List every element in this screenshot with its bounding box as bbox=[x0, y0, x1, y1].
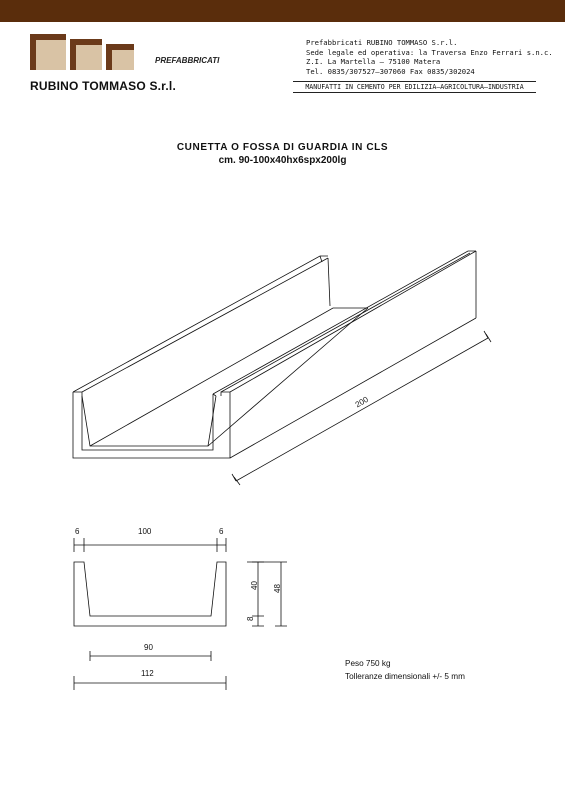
company-name: RUBINO TOMMASO S.r.l. bbox=[30, 79, 176, 93]
info-line-city: Z.I. La Martella — 75100 Matera bbox=[306, 57, 441, 67]
brand-tag: PREFABBRICATI bbox=[155, 56, 220, 65]
product-title: CUNETTA O FOSSA DI GUARDIA IN CLS bbox=[176, 142, 389, 153]
product-dimensions: cm. 90-100x40hx6spx200lg bbox=[218, 155, 347, 166]
wall-right-label: 6 bbox=[219, 527, 224, 536]
info-line-name: Prefabbricati RUBINO TOMMASO S.r.l. bbox=[306, 38, 458, 47]
info-line-phone: Tel. 0835/307527—307060 Fax 0835/302024 bbox=[306, 66, 475, 76]
tolerance-note: Tolleranze dimensionali +/- 5 mm bbox=[345, 672, 465, 681]
info-line-address: Sede legale ed operativa: la Traversa Enzo Ferrari s.n.c. bbox=[306, 47, 553, 57]
length-label: 200 bbox=[353, 394, 370, 410]
section-view bbox=[74, 538, 287, 690]
company-tagline: MANUFATTI IN CEMENTO PER EDILIZIA—AGRICOLTURA—INDUSTRIA bbox=[293, 81, 536, 93]
top-width-label: 100 bbox=[138, 527, 152, 536]
product-notes bbox=[345, 657, 465, 683]
bottom-inner-label: 90 bbox=[144, 643, 153, 652]
wall-left-label: 6 bbox=[75, 527, 80, 536]
weight-note: Peso 750 kg bbox=[345, 659, 391, 668]
isometric-view bbox=[73, 251, 476, 458]
base-thickness-label: 8 bbox=[246, 616, 255, 621]
total-width-label: 112 bbox=[141, 669, 154, 678]
inner-height-label: 40 bbox=[250, 581, 259, 590]
total-height-label: 48 bbox=[273, 584, 282, 593]
